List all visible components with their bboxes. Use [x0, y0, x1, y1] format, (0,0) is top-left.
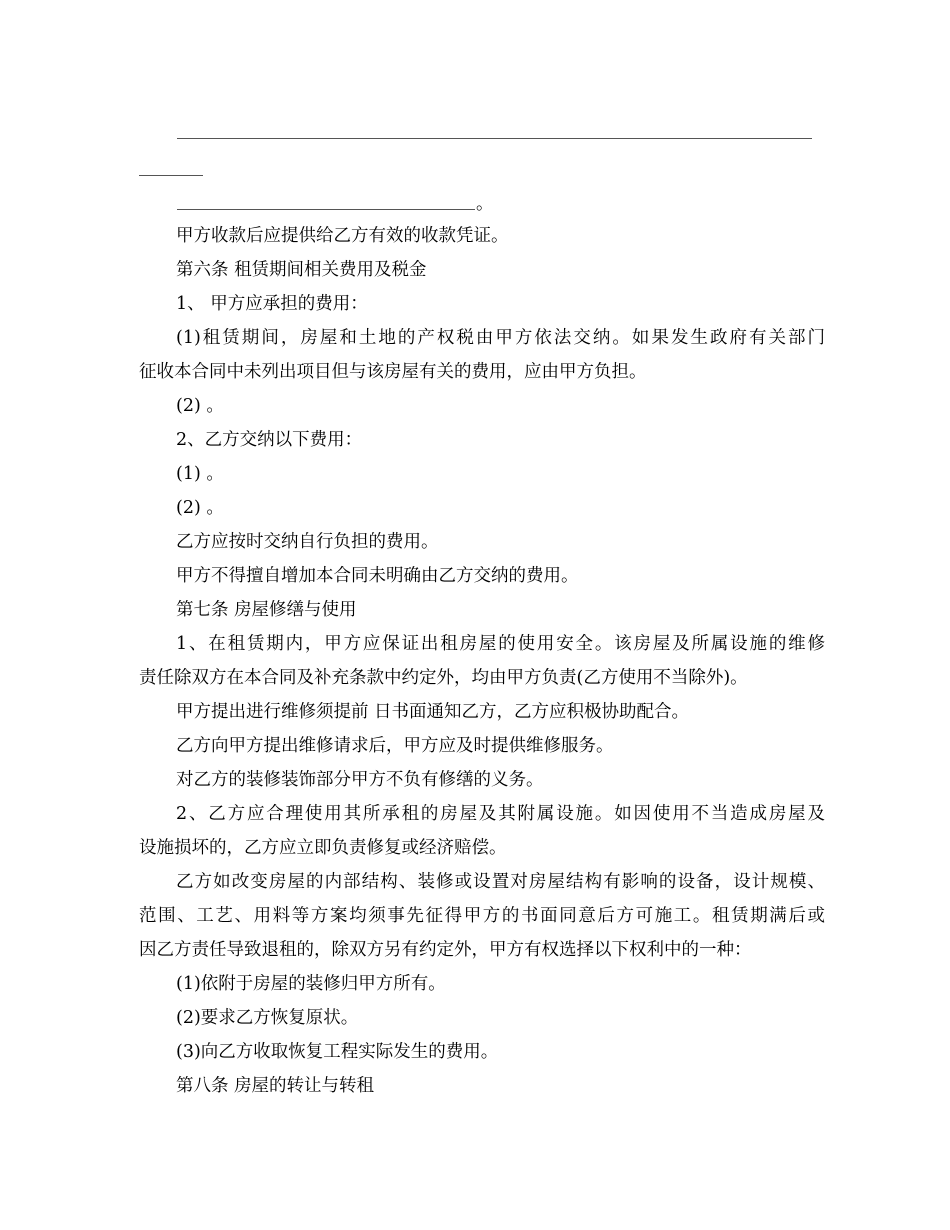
blank-fill-end-mark: 。: [476, 194, 494, 214]
paragraph-20: 乙方如改变房屋的内部结构、装修或设置对房屋结构有影响的设备，设计规模、: [176, 872, 825, 892]
paragraph-14: 责任除双方在本合同及补充条款中约定外，均由甲方负责(乙方使用不当除外)。: [139, 668, 748, 688]
paragraph-8: (1) 。: [176, 464, 224, 484]
paragraph-3: 1、 甲方应承担的费用：: [176, 294, 368, 314]
paragraph-6: (2) 。: [176, 396, 224, 416]
paragraph-23: (1)依附于房屋的装修归甲方所有。: [176, 974, 446, 994]
paragraph-18: 2、乙方应合理使用其所承租的房屋及其附属设施。如因使用不当造成房屋及: [176, 804, 825, 824]
paragraph-4: (1)租赁期间，房屋和土地的产权税由甲方依法交纳。如果发生政府有关部门: [176, 328, 825, 348]
paragraph-24: (2)要求乙方恢复原状。: [176, 1008, 359, 1028]
paragraph-16: 乙方向甲方提出维修请求后，甲方应及时提供维修服务。: [176, 736, 614, 756]
blank-fill-line-2: [139, 175, 203, 176]
paragraph-5: 征收本合同中未列出项目但与该房屋有关的费用，应由甲方负担。: [139, 362, 647, 382]
blank-fill-line-1: [177, 138, 812, 139]
article-6-heading: 第六条 租赁期间相关费用及税金: [176, 260, 427, 280]
paragraph-11: 甲方不得擅自增加本合同未明确由乙方交纳的费用。: [176, 566, 579, 586]
article-7-heading: 第七条 房屋修缮与使用: [176, 600, 357, 620]
paragraph-7: 2、乙方交纳以下费用：: [176, 430, 363, 450]
paragraph-22: 因乙方责任导致退租的，除双方另有约定外，甲方有权选择以下权利中的一种：: [139, 940, 752, 960]
paragraph-19: 设施损坏的，乙方应立即负责修复或经济赔偿。: [139, 838, 507, 858]
paragraph-25: (3)向乙方收取恢复工程实际发生的费用。: [176, 1042, 499, 1062]
paragraph-17: 对乙方的装修装饰部分甲方不负有修缮的义务。: [176, 770, 544, 790]
paragraph-15: 甲方提出进行维修须提前 日书面通知乙方，乙方应积极协助配合。: [176, 702, 690, 722]
paragraph-13: 1、在租赁期内，甲方应保证出租房屋的使用安全。该房屋及所属设施的维修: [176, 634, 825, 654]
paragraph-1: 甲方收款后应提供给乙方有效的收款凭证。: [176, 226, 509, 246]
article-8-heading: 第八条 房屋的转让与转租: [176, 1076, 375, 1096]
paragraph-9: (2) 。: [176, 498, 224, 518]
paragraph-21: 范围、工艺、用料等方案均须事先征得甲方的书面同意后方可施工。租赁期满后或: [139, 906, 825, 926]
paragraph-10: 乙方应按时交纳自行负担的费用。: [176, 532, 439, 552]
